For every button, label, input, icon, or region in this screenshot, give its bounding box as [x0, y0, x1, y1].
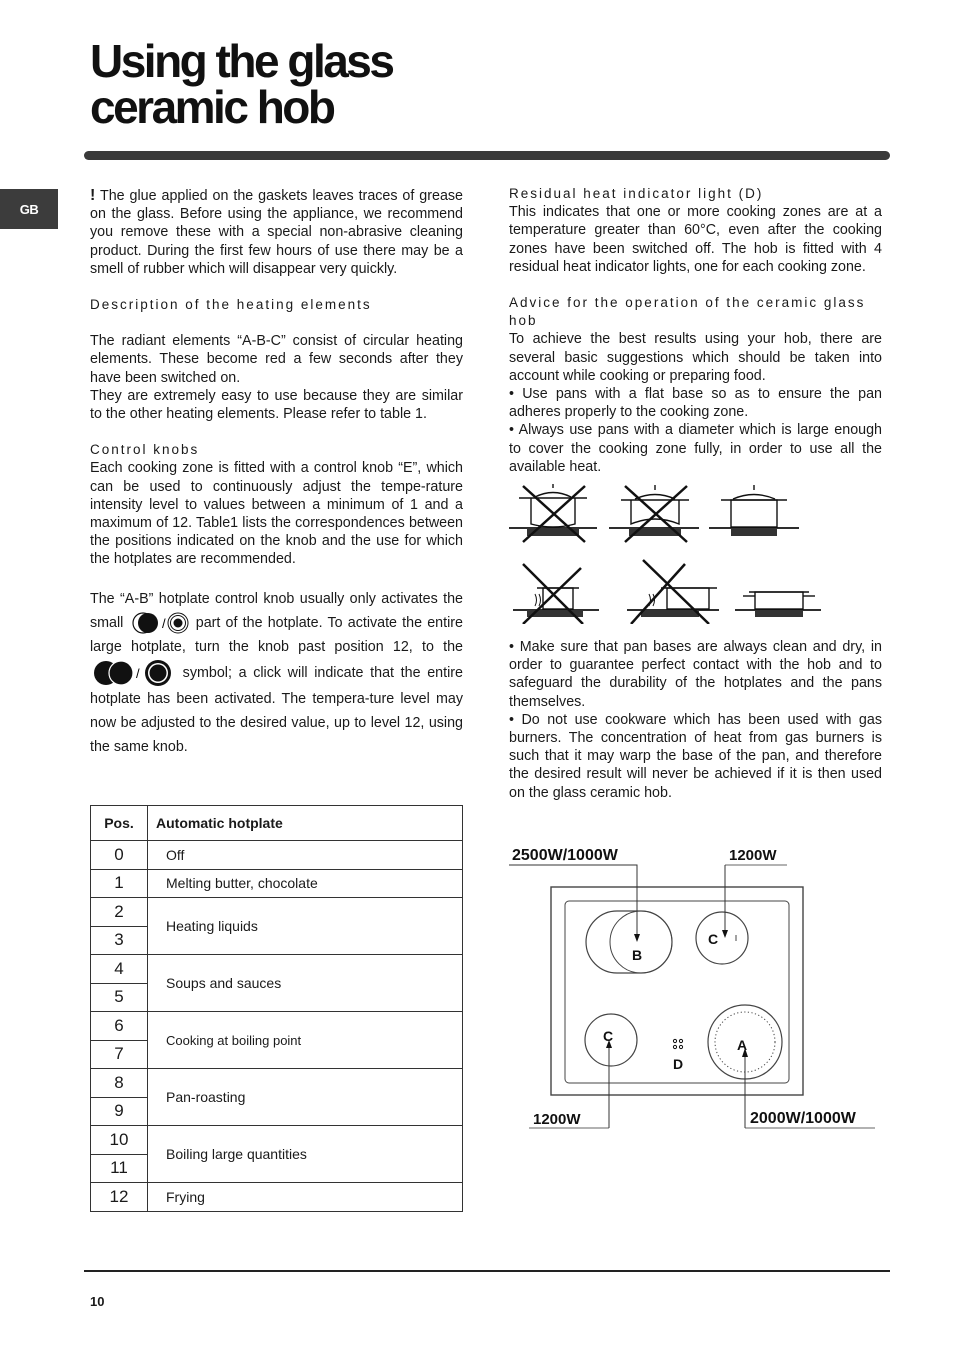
- control-knobs-paragraph: Each cooking zone is fitted with a control knob “E”, which can be used to continuously adjust the tempe-rature intensity level to values between a minimum of 1 and a maximum of 12. Table1 lists the correspondences between the positions indicated on the knob and the use for which the hotplates are recommended.: [90, 460, 463, 568]
- advice-bullet-2: • Always use pans with a diameter which is large enough to cover the cooking zone fully, in order to use all the available heat.: [509, 422, 882, 475]
- position-cell: 2: [91, 898, 148, 927]
- table-row: [91, 955, 463, 984]
- table-row: [91, 1183, 463, 1212]
- use-cell: Frying: [148, 1183, 463, 1212]
- column-header-use: Automatic hotplate: [148, 806, 463, 841]
- pan-off-centre-icon: [627, 560, 719, 624]
- large-zone-knob-icon: [92, 659, 174, 687]
- use-cell: Boiling large quantities: [148, 1126, 463, 1183]
- table-row: [91, 869, 463, 898]
- indicator-d-label: D: [673, 1056, 684, 1072]
- position-cell: 7: [91, 1040, 148, 1069]
- residual-heat-heading: Residual heat indicator light (D): [509, 186, 764, 201]
- pan-too-narrow-icon: [513, 564, 599, 624]
- use-cell: Pan-roasting: [148, 1069, 463, 1126]
- svg-text:/: /: [161, 615, 166, 631]
- position-cell: 3: [91, 926, 148, 955]
- zone-c-top-label: C: [708, 931, 719, 947]
- label-2000w-1000w: 2000W/1000W: [750, 1110, 856, 1127]
- zone-a-label: A: [737, 1037, 748, 1053]
- warning-mark: !: [90, 187, 96, 204]
- use-cell: Cooking at boiling point: [148, 1012, 463, 1069]
- title-line-2: ceramic hob: [90, 81, 334, 133]
- column-header-pos: Pos.: [91, 806, 148, 841]
- label-1200w-top: 1200W: [729, 847, 777, 864]
- position-cell: 0: [91, 841, 148, 870]
- use-cell: Soups and sauces: [148, 955, 463, 1012]
- warning-paragraph: [90, 187, 463, 278]
- description-paragraph-2: They are extremely easy to use because they are similar to the other heating elements. Please refer to table 1.: [90, 387, 463, 423]
- label-1200w-bottom: 1200W: [533, 1111, 581, 1128]
- ab-text-1: The “A-B” hotplate control knob usually only activates the small: [90, 590, 463, 631]
- page-title: [90, 35, 393, 133]
- advice-paragraph: To achieve the best results using your hob, there are several basic suggestions which should be taken into account while cooking or preparing food.: [509, 331, 882, 384]
- position-cell: 5: [91, 983, 148, 1012]
- table-row: [91, 1069, 463, 1098]
- zone-c-bottom-label: C: [603, 1028, 614, 1044]
- ab-text-2: part of the hotplate. To activate the entire large hotplate, turn the knob past position 12, to the: [90, 614, 463, 655]
- position-cell: 6: [91, 1012, 148, 1041]
- page-number: 10: [90, 1294, 105, 1309]
- advice-bullet-1: • Use pans with a flat base so as to ensure the pan adheres properly to the cooking zone.: [509, 386, 882, 421]
- table-row: [91, 898, 463, 927]
- description-heading: Description of the heating elements: [90, 297, 372, 313]
- position-cell: 11: [91, 1154, 148, 1183]
- use-cell: Heating liquids: [148, 898, 463, 955]
- table-row: [91, 1126, 463, 1155]
- control-knobs-heading: Control knobs: [90, 442, 200, 458]
- warning-text: The glue applied on the gaskets leaves traces of grease on the glass. Before using the appliance, we recommend you remove these with a special non-abrasive cleaning product. During the first few hours of use there may be a smell of rubber which will disappear very quickly.: [90, 188, 463, 277]
- pan-bulging-base-icon: [609, 485, 699, 542]
- hob-layout-diagram: [505, 838, 885, 1138]
- advice-bullet-3: • Make sure that pan bases are always clean and dry, in order to guarantee perfect contact with the hob and to safeguard the durability of the hotplates and the pans themselves.: [509, 639, 882, 710]
- left-column: [90, 187, 463, 759]
- label-2500w-1000w: 2500W/1000W: [512, 847, 618, 864]
- footer-rule: [84, 1270, 890, 1272]
- residual-heat-indicator-icon: [673, 1039, 682, 1048]
- advice-heading: Advice for the operation of the ceramic glass hob: [509, 295, 866, 329]
- pan-right-size-icon: [735, 592, 821, 617]
- table-header-row: [91, 806, 463, 841]
- position-cell: 1: [91, 869, 148, 898]
- ab-hotplate-paragraph: [90, 587, 463, 759]
- position-cell: 9: [91, 1097, 148, 1126]
- pan-too-small-icon: [509, 484, 597, 542]
- table-row: [91, 841, 463, 870]
- use-cell: Melting butter, chocolate: [148, 869, 463, 898]
- title-rule: [84, 151, 890, 160]
- table-row: [91, 1012, 463, 1041]
- position-cell: 4: [91, 955, 148, 984]
- svg-text:/: /: [136, 665, 140, 681]
- pan-correct-icon: [709, 485, 799, 536]
- pan-usage-illustration: [509, 484, 882, 624]
- use-cell: Off: [148, 841, 463, 870]
- title-line-1: Using the glass: [90, 35, 393, 87]
- position-cell: 8: [91, 1069, 148, 1098]
- ab-text-3: symbol; a click will indicate that the entire hotplate has been activated. The tempera-ture level may now be adjusted to the desired value, up to level 12, using the same knob.: [90, 664, 463, 755]
- residual-heat-paragraph: This indicates that one or more cooking zones are at a temperature greater than 60°C, even after the cooking zones have been switched off. The hob is fitted with 4 residual heat indicator lights, one for each cooking zone.: [509, 204, 882, 275]
- position-cell: 12: [91, 1183, 148, 1212]
- description-paragraph-1: The radiant elements “A-B-C” consist of circular heating elements. These become red a few seconds after they have been switched on.: [90, 333, 463, 386]
- position-cell: 10: [91, 1126, 148, 1155]
- zone-b-label: B: [632, 947, 643, 963]
- language-tab: GB: [0, 189, 58, 229]
- small-zone-knob-icon: [131, 611, 189, 635]
- advice-bullet-4: • Do not use cookware which has been used with gas burners. The concentration of heat from gas burners is such that it may warp the base of the pan, and therefore the desired result will never be achieved if it is then used on the glass ceramic hob.: [509, 711, 882, 801]
- positions-table: [90, 805, 463, 1212]
